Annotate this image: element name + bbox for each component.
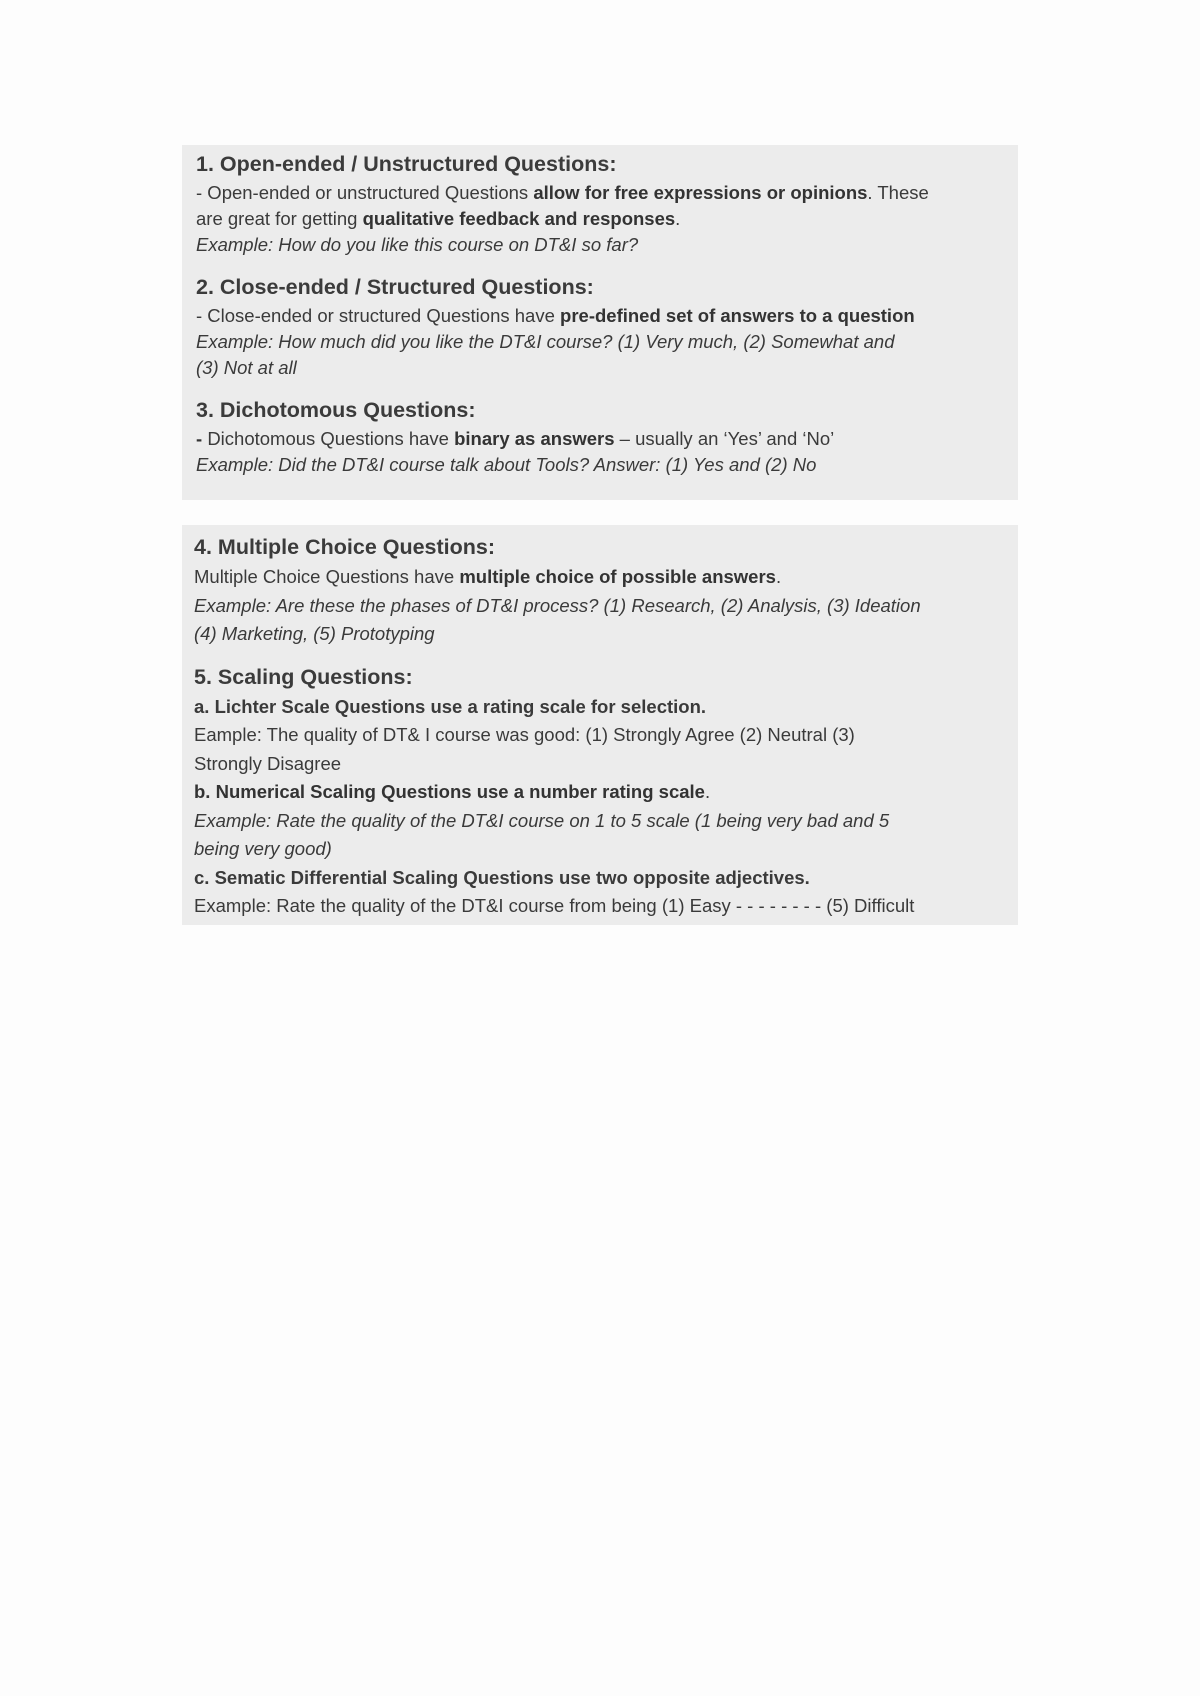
question-types-box-2 bbox=[182, 525, 1018, 925]
section-dichotomous bbox=[196, 395, 1006, 478]
open-ended-description-line-2: are great for getting qualitative feedback and responses. bbox=[196, 208, 681, 229]
numerical-scale-title: b. Numerical Scaling Questions use a number rating scale. bbox=[194, 781, 711, 802]
multiple-choice-example-line-1: Example: Are these the phases of DT&I process? (1) Research, (2) Analysis, (3) Ideation bbox=[194, 594, 921, 616]
numerical-scale-example-line-2: being very good) bbox=[194, 838, 332, 859]
heading-close-ended: 2. Close-ended / Structured Questions: bbox=[196, 275, 594, 299]
heading-scaling: 5. Scaling Questions: bbox=[194, 664, 413, 689]
multiple-choice-description: Multiple Choice Questions have multiple choice of possible answers. bbox=[194, 566, 782, 587]
section-close-ended bbox=[196, 272, 1006, 381]
open-ended-description-line-1: - Open-ended or unstructured Questions allow for free expressions or opinions. These bbox=[196, 182, 929, 203]
multiple-choice-example-line-2: (4) Marketing, (5) Prototyping bbox=[194, 623, 435, 644]
semantic-differential-example: Example: Rate the quality of the DT&I course from being (1) Easy - - - - - - - - (5) Difficult bbox=[194, 895, 915, 916]
numerical-scale-example-line-1: Example: Rate the quality of the DT&I course on 1 to 5 scale (1 being very bad and 5 bbox=[194, 809, 890, 831]
likert-scale-example-line-2: Strongly Disagree bbox=[194, 752, 342, 774]
close-ended-description: - Close-ended or structured Questions have pre-defined set of answers to a question bbox=[196, 305, 915, 326]
dichotomous-description: - Dichotomous Questions have binary as answers – usually an ‘Yes’ and ‘No’ bbox=[196, 428, 835, 449]
heading-multiple-choice: 4. Multiple Choice Questions: bbox=[194, 535, 496, 559]
heading-dichotomous: 3. Dichotomous Questions: bbox=[196, 398, 476, 422]
section-multiple-choice bbox=[194, 531, 1006, 649]
section-scaling bbox=[194, 661, 1006, 921]
close-ended-example-line-2: (3) Not at all bbox=[196, 357, 297, 378]
open-ended-example: Example: How do you like this course on DT&I so far? bbox=[196, 234, 639, 255]
question-types-box-1 bbox=[182, 145, 1018, 500]
likert-scale-example-line-1: Eample: The quality of DT& I course was good: (1) Strongly Agree (2) Neutral (3) bbox=[194, 724, 855, 745]
dichotomous-example: Example: Did the DT&I course talk about Tools? Answer: (1) Yes and (2) No bbox=[196, 454, 817, 475]
close-ended-example-line-1: Example: How much did you like the DT&I course? (1) Very much, (2) Somewhat and bbox=[196, 331, 895, 352]
semantic-differential-title: c. Sematic Differential Scaling Questions use two opposite adjectives. bbox=[194, 866, 810, 888]
heading-open-ended: 1. Open-ended / Unstructured Questions: bbox=[196, 152, 617, 176]
section-open-ended bbox=[196, 149, 1006, 258]
likert-scale-title: a. Lichter Scale Questions use a rating scale for selection. bbox=[194, 695, 707, 717]
